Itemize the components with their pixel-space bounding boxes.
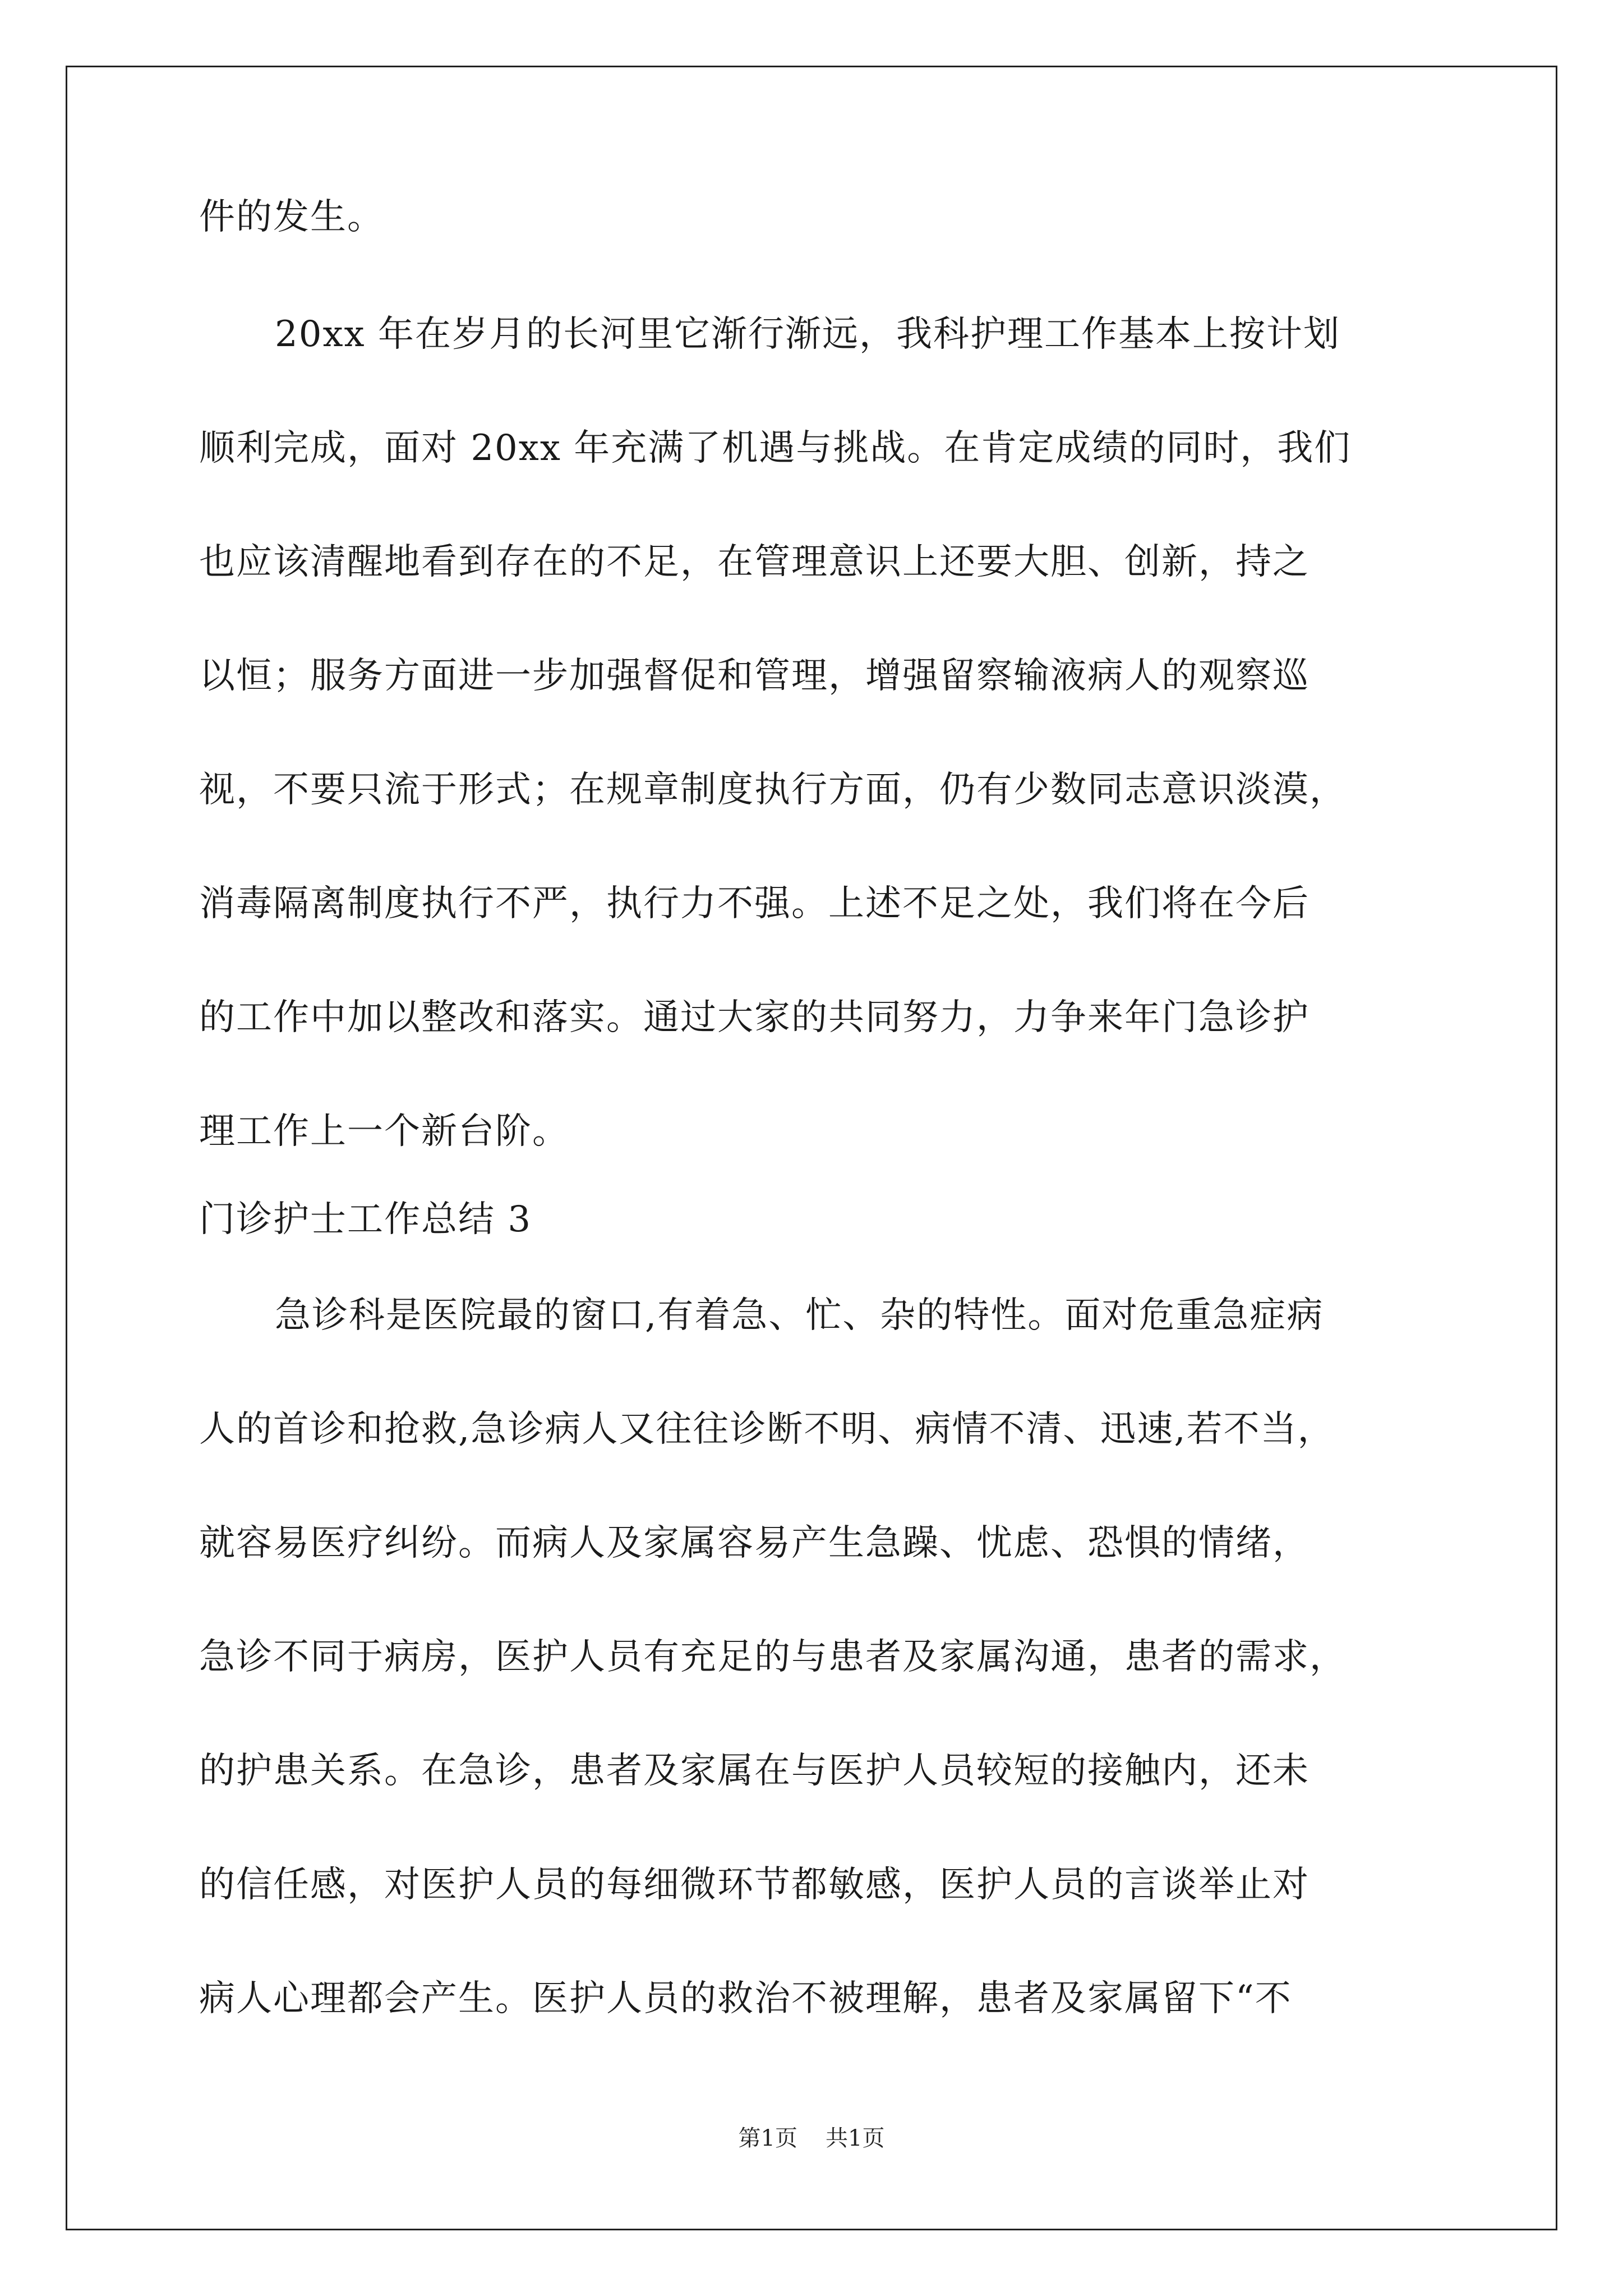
paragraph-line: 消毒隔离制度执行不严，执行力不强。上述不足之处，我们将在今后 [199, 883, 1310, 924]
paragraph-line: 的信任感，对医护人员的每细微环节都敏感，医护人员的言谈举止对 [199, 1864, 1310, 1906]
paragraph-line: 的护患关系。在急诊，患者及家属在与医护人员较短的接触内，还未 [199, 1750, 1310, 1792]
paragraph-line: 就容易医疗纠纷。而病人及家属容易产生急躁、忧虑、恐惧的情绪， [199, 1522, 1310, 1564]
paragraph-line: 以恒；服务方面进一步加强督促和管理，增强留察输液病人的观察巡 [199, 655, 1310, 697]
paragraph-line: 急诊不同于病房，医护人员有充足的与患者及家属沟通，患者的需求， [199, 1636, 1347, 1678]
page-number-total: 共1页 [826, 2125, 885, 2151]
paragraph-line: 病人心理都会产生。医护人员的救治不被理解，患者及家属留下“不 [199, 1978, 1292, 2019]
paragraph-line: 20xx 年在岁月的长河里它渐行渐远，我科护理工作基本上按计划 [275, 314, 1340, 355]
paragraph-line: 理工作上一个新台阶。 [199, 1111, 569, 1152]
paragraph-line: 急诊科是医院最的窗口,有着急、忙、杂的特性。面对危重急症病 [275, 1295, 1324, 1336]
section-heading: 门诊护士工作总结 3 [199, 1199, 532, 1240]
page-number-current: 第1页 [738, 2125, 797, 2151]
paragraph-line: 顺利完成，面对 20xx 年充满了机遇与挑战。在肯定成绩的同时，我们 [199, 427, 1352, 469]
paragraph-line: 件的发生。 [199, 196, 384, 238]
paragraph-line: 人的首诊和抢救,急诊病人又往往诊断不明、病情不清、迅速,若不当， [199, 1409, 1335, 1450]
page-footer [0, 2123, 1623, 2154]
paragraph-line: 视，不要只流于形式；在规章制度执行方面，仍有少数同志意识淡漠， [199, 769, 1347, 811]
paragraph-line: 也应该清醒地看到存在的不足，在管理意识上还要大胆、创新，持之 [199, 541, 1310, 583]
paragraph-line: 的工作中加以整改和落实。通过大家的共同努力，力争来年门急诊护 [199, 997, 1310, 1038]
